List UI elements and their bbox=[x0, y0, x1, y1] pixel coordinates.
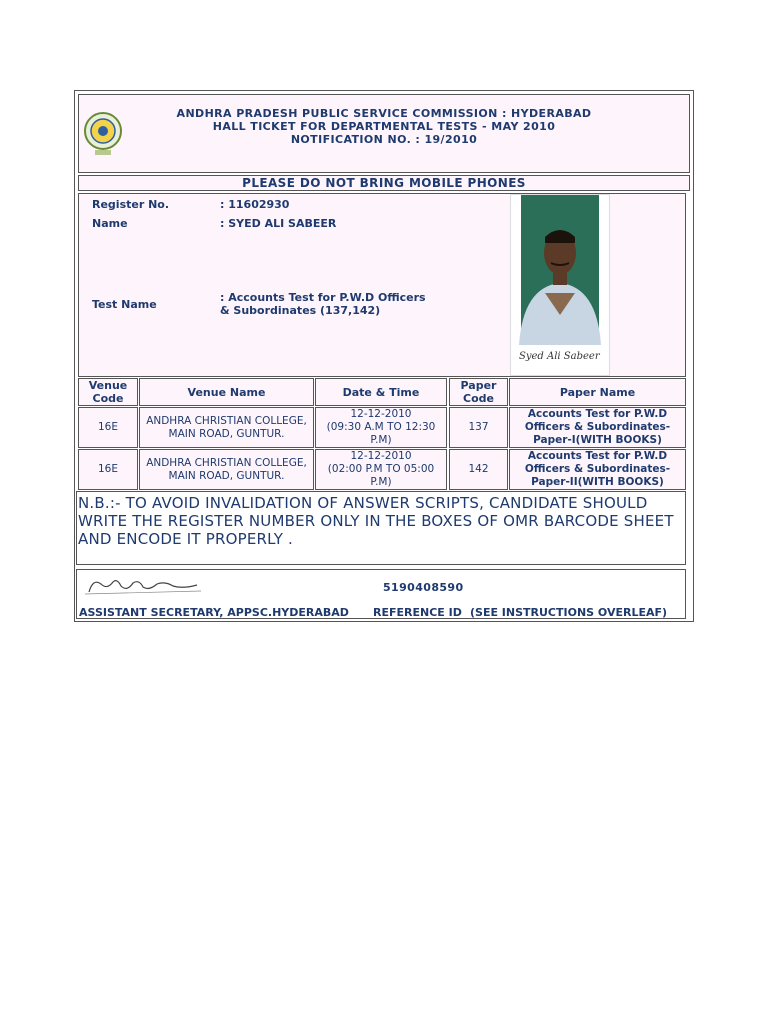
header-paper-code: Paper Code bbox=[449, 378, 508, 406]
row1-date-time: 12-12-2010 (09:30 A.M TO 12:30 P.M) bbox=[315, 407, 447, 448]
row1-paper-name: Accounts Test for P.W.D Officers & Subordinates- Paper-I(WITH BOOKS) bbox=[509, 407, 686, 448]
register-label: Register No. bbox=[92, 198, 170, 211]
secretary-signature bbox=[83, 574, 203, 598]
row2-paper-code: 142 bbox=[449, 449, 508, 490]
footer-panel bbox=[76, 569, 686, 619]
register-value: : 11602930 bbox=[220, 198, 290, 211]
name-value: : SYED ALI SABEER bbox=[220, 217, 337, 230]
notification-number: NOTIFICATION NO. : 19/2010 bbox=[290, 133, 478, 146]
invalidation-note: N.B.:- TO AVOID INVALIDATION OF ANSWER SCRIPTS, CANDIDATE SHOULD WRITE THE REGISTER NUMBER ONLY IN THE BOXES OF OMR BARCODE SHEET AND ENCODE IT PROPERLY . bbox=[78, 494, 674, 548]
row2-paper-name: Accounts Test for P.W.D Officers & Subordinates- Paper-II(WITH BOOKS) bbox=[509, 449, 686, 490]
row2-venue-name: ANDHRA CHRISTIAN COLLEGE, MAIN ROAD, GUNTUR. bbox=[139, 449, 314, 490]
reference-number: 5190408590 bbox=[383, 581, 464, 594]
mobile-warning-banner bbox=[78, 175, 690, 191]
header-paper-name: Paper Name bbox=[509, 378, 686, 406]
header-venue-name: Venue Name bbox=[139, 378, 314, 406]
row2-venue-code: 16E bbox=[78, 449, 138, 490]
row1-venue-code: 16E bbox=[78, 407, 138, 448]
banner-text: PLEASE DO NOT BRING MOBILE PHONES bbox=[242, 176, 526, 190]
reference-id-label: REFERENCE ID bbox=[373, 606, 462, 619]
test-name-value: : Accounts Test for P.W.D Officers & Subordinates (137,142) bbox=[220, 291, 426, 317]
test-name-label: Test Name bbox=[92, 298, 157, 311]
name-label: Name bbox=[92, 217, 128, 230]
header-title: ANDHRA PRADESH PUBLIC SERVICE COMMISSION : HYDERABAD bbox=[176, 107, 592, 120]
hall-ticket bbox=[74, 90, 694, 622]
candidate-panel bbox=[78, 193, 686, 377]
header-venue-code: Venue Code bbox=[78, 378, 138, 406]
header-subtitle: HALL TICKET FOR DEPARTMENTAL TESTS - MAY 2010 bbox=[212, 120, 556, 133]
note-panel bbox=[76, 491, 686, 565]
instructions-note: (SEE INSTRUCTIONS OVERLEAF) bbox=[470, 606, 668, 619]
row1-venue-name: ANDHRA CHRISTIAN COLLEGE, MAIN ROAD, GUNTUR. bbox=[139, 407, 314, 448]
header-panel bbox=[78, 94, 690, 173]
row2-date-time: 12-12-2010 (02:00 P.M TO 05:00 P.M) bbox=[315, 449, 447, 490]
signatory-title: ASSISTANT SECRETARY, APPSC.HYDERABAD bbox=[79, 606, 349, 619]
candidate-photo bbox=[510, 194, 610, 376]
photo-signature: Syed Ali Sabeer bbox=[519, 351, 600, 362]
header-date-time: Date & Time bbox=[315, 378, 447, 406]
row1-paper-code: 137 bbox=[449, 407, 508, 448]
